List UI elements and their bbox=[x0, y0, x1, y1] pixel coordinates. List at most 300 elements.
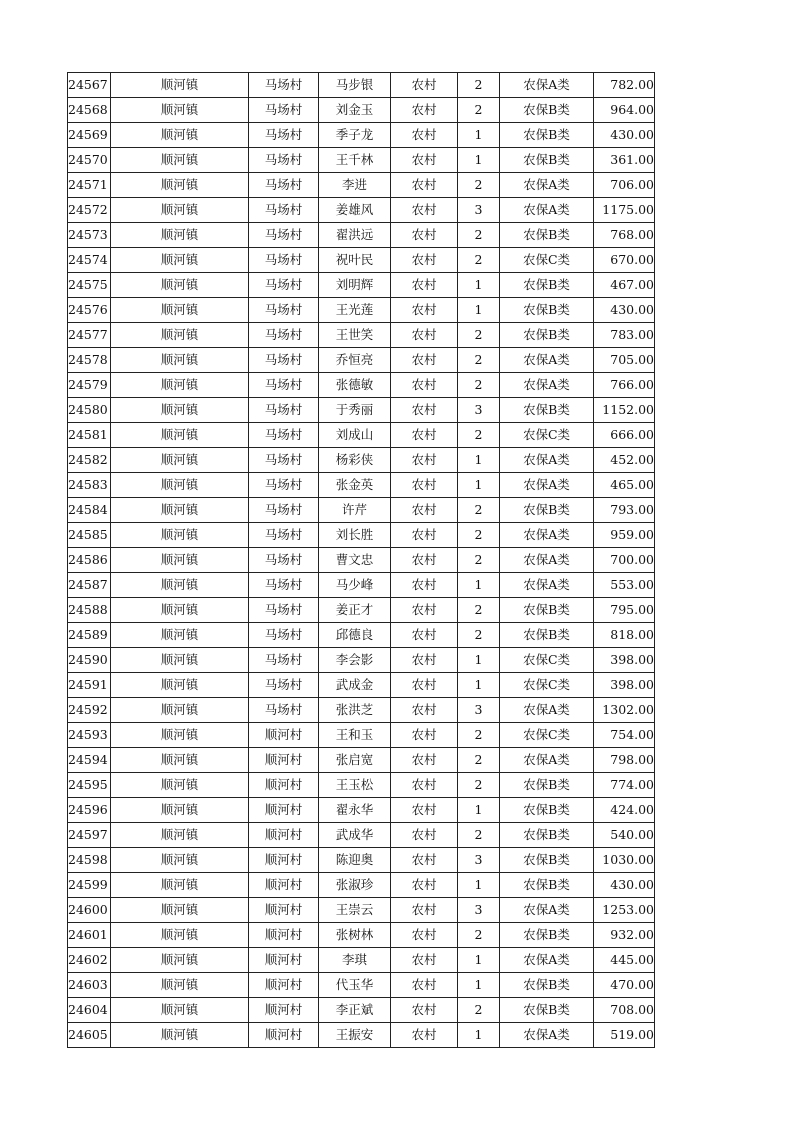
record-id: 24583 bbox=[68, 473, 111, 498]
table-row bbox=[68, 123, 655, 148]
table-row bbox=[68, 448, 655, 473]
insurance-category-cell: 农保B类 bbox=[500, 223, 594, 248]
table-row bbox=[68, 173, 655, 198]
record-id: 24594 bbox=[68, 748, 111, 773]
person-name-cell: 李会影 bbox=[319, 648, 391, 673]
amount-cell: 467.00 bbox=[594, 273, 655, 298]
household-type-cell: 农村 bbox=[391, 548, 458, 573]
village-cell: 马场村 bbox=[249, 423, 319, 448]
insurance-category-cell: 农保A类 bbox=[500, 948, 594, 973]
household-type-cell: 农村 bbox=[391, 73, 458, 98]
insurance-category-cell: 农保B类 bbox=[500, 923, 594, 948]
household-type-cell: 农村 bbox=[391, 773, 458, 798]
record-id: 24586 bbox=[68, 548, 111, 573]
person-name-cell: 张树林 bbox=[319, 923, 391, 948]
town-cell: 顺河镇 bbox=[111, 948, 249, 973]
table-row bbox=[68, 673, 655, 698]
village-cell: 顺河村 bbox=[249, 923, 319, 948]
record-id: 24581 bbox=[68, 423, 111, 448]
table-row bbox=[68, 973, 655, 998]
record-id: 24573 bbox=[68, 223, 111, 248]
insurance-category-cell: 农保B类 bbox=[500, 998, 594, 1023]
village-cell: 顺河村 bbox=[249, 873, 319, 898]
village-cell: 马场村 bbox=[249, 323, 319, 348]
people-count-cell: 2 bbox=[458, 823, 500, 848]
village-cell: 马场村 bbox=[249, 298, 319, 323]
people-count-cell: 1 bbox=[458, 973, 500, 998]
table-row bbox=[68, 373, 655, 398]
people-count-cell: 1 bbox=[458, 573, 500, 598]
household-type-cell: 农村 bbox=[391, 848, 458, 873]
amount-cell: 540.00 bbox=[594, 823, 655, 848]
record-id: 24570 bbox=[68, 148, 111, 173]
person-name-cell: 王千林 bbox=[319, 148, 391, 173]
person-name-cell: 刘成山 bbox=[319, 423, 391, 448]
amount-cell: 398.00 bbox=[594, 673, 655, 698]
town-cell: 顺河镇 bbox=[111, 673, 249, 698]
town-cell: 顺河镇 bbox=[111, 248, 249, 273]
town-cell: 顺河镇 bbox=[111, 873, 249, 898]
person-name-cell: 于秀丽 bbox=[319, 398, 391, 423]
insurance-category-cell: 农保A类 bbox=[500, 198, 594, 223]
people-count-cell: 2 bbox=[458, 773, 500, 798]
town-cell: 顺河镇 bbox=[111, 473, 249, 498]
amount-cell: 1175.00 bbox=[594, 198, 655, 223]
record-id: 24590 bbox=[68, 648, 111, 673]
insurance-category-cell: 农保A类 bbox=[500, 698, 594, 723]
table-row bbox=[68, 748, 655, 773]
household-type-cell: 农村 bbox=[391, 723, 458, 748]
town-cell: 顺河镇 bbox=[111, 498, 249, 523]
insurance-category-cell: 农保A类 bbox=[500, 898, 594, 923]
people-count-cell: 2 bbox=[458, 323, 500, 348]
person-name-cell: 刘金玉 bbox=[319, 98, 391, 123]
town-cell: 顺河镇 bbox=[111, 598, 249, 623]
insurance-category-cell: 农保B类 bbox=[500, 798, 594, 823]
insurance-category-cell: 农保B类 bbox=[500, 873, 594, 898]
people-count-cell: 2 bbox=[458, 73, 500, 98]
record-id: 24574 bbox=[68, 248, 111, 273]
people-count-cell: 3 bbox=[458, 698, 500, 723]
village-cell: 马场村 bbox=[249, 73, 319, 98]
people-count-cell: 2 bbox=[458, 373, 500, 398]
town-cell: 顺河镇 bbox=[111, 273, 249, 298]
record-id: 24591 bbox=[68, 673, 111, 698]
people-count-cell: 2 bbox=[458, 548, 500, 573]
amount-cell: 1302.00 bbox=[594, 698, 655, 723]
household-type-cell: 农村 bbox=[391, 948, 458, 973]
insurance-category-cell: 农保B类 bbox=[500, 298, 594, 323]
household-type-cell: 农村 bbox=[391, 398, 458, 423]
roster-body bbox=[68, 73, 655, 1048]
table-row bbox=[68, 223, 655, 248]
insurance-category-cell: 农保C类 bbox=[500, 248, 594, 273]
person-name-cell: 武成金 bbox=[319, 673, 391, 698]
amount-cell: 964.00 bbox=[594, 98, 655, 123]
insurance-category-cell: 农保A类 bbox=[500, 448, 594, 473]
record-id: 24600 bbox=[68, 898, 111, 923]
amount-cell: 424.00 bbox=[594, 798, 655, 823]
town-cell: 顺河镇 bbox=[111, 548, 249, 573]
village-cell: 马场村 bbox=[249, 673, 319, 698]
person-name-cell: 李正斌 bbox=[319, 998, 391, 1023]
village-cell: 顺河村 bbox=[249, 723, 319, 748]
amount-cell: 430.00 bbox=[594, 873, 655, 898]
record-id: 24604 bbox=[68, 998, 111, 1023]
record-id: 24577 bbox=[68, 323, 111, 348]
amount-cell: 470.00 bbox=[594, 973, 655, 998]
table-row bbox=[68, 923, 655, 948]
table-row bbox=[68, 98, 655, 123]
household-type-cell: 农村 bbox=[391, 423, 458, 448]
record-id: 24592 bbox=[68, 698, 111, 723]
amount-cell: 398.00 bbox=[594, 648, 655, 673]
table-row bbox=[68, 73, 655, 98]
village-cell: 马场村 bbox=[249, 373, 319, 398]
household-type-cell: 农村 bbox=[391, 198, 458, 223]
household-type-cell: 农村 bbox=[391, 898, 458, 923]
amount-cell: 1253.00 bbox=[594, 898, 655, 923]
people-count-cell: 1 bbox=[458, 873, 500, 898]
household-type-cell: 农村 bbox=[391, 673, 458, 698]
amount-cell: 793.00 bbox=[594, 498, 655, 523]
household-type-cell: 农村 bbox=[391, 573, 458, 598]
person-name-cell: 张淑珍 bbox=[319, 873, 391, 898]
amount-cell: 783.00 bbox=[594, 323, 655, 348]
household-type-cell: 农村 bbox=[391, 823, 458, 848]
village-cell: 马场村 bbox=[249, 573, 319, 598]
record-id: 24599 bbox=[68, 873, 111, 898]
amount-cell: 700.00 bbox=[594, 548, 655, 573]
table-row bbox=[68, 423, 655, 448]
people-count-cell: 3 bbox=[458, 848, 500, 873]
table-row bbox=[68, 598, 655, 623]
people-count-cell: 1 bbox=[458, 948, 500, 973]
town-cell: 顺河镇 bbox=[111, 773, 249, 798]
household-type-cell: 农村 bbox=[391, 798, 458, 823]
insurance-category-cell: 农保B类 bbox=[500, 823, 594, 848]
record-id: 24588 bbox=[68, 598, 111, 623]
town-cell: 顺河镇 bbox=[111, 623, 249, 648]
table-row bbox=[68, 698, 655, 723]
household-type-cell: 农村 bbox=[391, 923, 458, 948]
amount-cell: 452.00 bbox=[594, 448, 655, 473]
person-name-cell: 翟洪远 bbox=[319, 223, 391, 248]
village-cell: 马场村 bbox=[249, 523, 319, 548]
amount-cell: 430.00 bbox=[594, 123, 655, 148]
table-row bbox=[68, 398, 655, 423]
household-type-cell: 农村 bbox=[391, 1023, 458, 1048]
person-name-cell: 李进 bbox=[319, 173, 391, 198]
amount-cell: 782.00 bbox=[594, 73, 655, 98]
town-cell: 顺河镇 bbox=[111, 173, 249, 198]
person-name-cell: 王振安 bbox=[319, 1023, 391, 1048]
people-count-cell: 1 bbox=[458, 148, 500, 173]
person-name-cell: 姜正才 bbox=[319, 598, 391, 623]
village-cell: 马场村 bbox=[249, 473, 319, 498]
person-name-cell: 刘明辉 bbox=[319, 273, 391, 298]
household-type-cell: 农村 bbox=[391, 173, 458, 198]
town-cell: 顺河镇 bbox=[111, 848, 249, 873]
amount-cell: 430.00 bbox=[594, 298, 655, 323]
insurance-category-cell: 农保A类 bbox=[500, 573, 594, 598]
village-cell: 顺河村 bbox=[249, 823, 319, 848]
person-name-cell: 曹文忠 bbox=[319, 548, 391, 573]
village-cell: 马场村 bbox=[249, 223, 319, 248]
village-cell: 马场村 bbox=[249, 123, 319, 148]
village-cell: 马场村 bbox=[249, 248, 319, 273]
town-cell: 顺河镇 bbox=[111, 448, 249, 473]
people-count-cell: 1 bbox=[458, 473, 500, 498]
table-row bbox=[68, 798, 655, 823]
table-row bbox=[68, 623, 655, 648]
amount-cell: 798.00 bbox=[594, 748, 655, 773]
person-name-cell: 陈迎奥 bbox=[319, 848, 391, 873]
town-cell: 顺河镇 bbox=[111, 923, 249, 948]
record-id: 24580 bbox=[68, 398, 111, 423]
household-type-cell: 农村 bbox=[391, 523, 458, 548]
insurance-category-cell: 农保A类 bbox=[500, 473, 594, 498]
record-id: 24587 bbox=[68, 573, 111, 598]
person-name-cell: 代玉华 bbox=[319, 973, 391, 998]
table-row bbox=[68, 498, 655, 523]
table-row bbox=[68, 873, 655, 898]
person-name-cell: 张金英 bbox=[319, 473, 391, 498]
people-count-cell: 2 bbox=[458, 423, 500, 448]
record-id: 24598 bbox=[68, 848, 111, 873]
insurance-category-cell: 农保B类 bbox=[500, 123, 594, 148]
town-cell: 顺河镇 bbox=[111, 423, 249, 448]
person-name-cell: 马步银 bbox=[319, 73, 391, 98]
people-count-cell: 2 bbox=[458, 98, 500, 123]
amount-cell: 818.00 bbox=[594, 623, 655, 648]
person-name-cell: 李琪 bbox=[319, 948, 391, 973]
table-row bbox=[68, 898, 655, 923]
town-cell: 顺河镇 bbox=[111, 748, 249, 773]
town-cell: 顺河镇 bbox=[111, 698, 249, 723]
household-type-cell: 农村 bbox=[391, 348, 458, 373]
insurance-category-cell: 农保A类 bbox=[500, 348, 594, 373]
record-id: 24582 bbox=[68, 448, 111, 473]
record-id: 24567 bbox=[68, 73, 111, 98]
amount-cell: 666.00 bbox=[594, 423, 655, 448]
table-row bbox=[68, 473, 655, 498]
town-cell: 顺河镇 bbox=[111, 198, 249, 223]
village-cell: 顺河村 bbox=[249, 898, 319, 923]
household-type-cell: 农村 bbox=[391, 123, 458, 148]
village-cell: 马场村 bbox=[249, 173, 319, 198]
household-type-cell: 农村 bbox=[391, 498, 458, 523]
amount-cell: 959.00 bbox=[594, 523, 655, 548]
household-type-cell: 农村 bbox=[391, 273, 458, 298]
record-id: 24579 bbox=[68, 373, 111, 398]
amount-cell: 766.00 bbox=[594, 373, 655, 398]
insurance-category-cell: 农保A类 bbox=[500, 373, 594, 398]
amount-cell: 774.00 bbox=[594, 773, 655, 798]
record-id: 24597 bbox=[68, 823, 111, 848]
household-type-cell: 农村 bbox=[391, 698, 458, 723]
people-count-cell: 3 bbox=[458, 198, 500, 223]
record-id: 24568 bbox=[68, 98, 111, 123]
insurance-category-cell: 农保C类 bbox=[500, 723, 594, 748]
village-cell: 顺河村 bbox=[249, 848, 319, 873]
record-id: 24572 bbox=[68, 198, 111, 223]
insurance-category-cell: 农保C类 bbox=[500, 673, 594, 698]
insurance-category-cell: 农保B类 bbox=[500, 323, 594, 348]
amount-cell: 932.00 bbox=[594, 923, 655, 948]
village-cell: 顺河村 bbox=[249, 998, 319, 1023]
insurance-category-cell: 农保B类 bbox=[500, 623, 594, 648]
table-row bbox=[68, 1023, 655, 1048]
record-id: 24578 bbox=[68, 348, 111, 373]
insurance-category-cell: 农保B类 bbox=[500, 973, 594, 998]
amount-cell: 706.00 bbox=[594, 173, 655, 198]
household-type-cell: 农村 bbox=[391, 598, 458, 623]
record-id: 24603 bbox=[68, 973, 111, 998]
village-cell: 顺河村 bbox=[249, 748, 319, 773]
table-row bbox=[68, 848, 655, 873]
person-name-cell: 祝叶民 bbox=[319, 248, 391, 273]
town-cell: 顺河镇 bbox=[111, 373, 249, 398]
village-cell: 马场村 bbox=[249, 198, 319, 223]
person-name-cell: 邱德良 bbox=[319, 623, 391, 648]
village-cell: 顺河村 bbox=[249, 973, 319, 998]
village-cell: 马场村 bbox=[249, 698, 319, 723]
people-count-cell: 2 bbox=[458, 523, 500, 548]
table-row bbox=[68, 198, 655, 223]
person-name-cell: 武成华 bbox=[319, 823, 391, 848]
person-name-cell: 王玉松 bbox=[319, 773, 391, 798]
people-count-cell: 2 bbox=[458, 748, 500, 773]
town-cell: 顺河镇 bbox=[111, 73, 249, 98]
person-name-cell: 张启宽 bbox=[319, 748, 391, 773]
insurance-category-cell: 农保A类 bbox=[500, 523, 594, 548]
people-count-cell: 2 bbox=[458, 348, 500, 373]
household-type-cell: 农村 bbox=[391, 623, 458, 648]
table-row bbox=[68, 723, 655, 748]
table-row bbox=[68, 348, 655, 373]
person-name-cell: 姜雄风 bbox=[319, 198, 391, 223]
village-cell: 马场村 bbox=[249, 98, 319, 123]
person-name-cell: 杨彩侠 bbox=[319, 448, 391, 473]
village-cell: 马场村 bbox=[249, 623, 319, 648]
amount-cell: 445.00 bbox=[594, 948, 655, 973]
table-row bbox=[68, 323, 655, 348]
town-cell: 顺河镇 bbox=[111, 798, 249, 823]
household-type-cell: 农村 bbox=[391, 148, 458, 173]
record-id: 24602 bbox=[68, 948, 111, 973]
people-count-cell: 2 bbox=[458, 498, 500, 523]
village-cell: 马场村 bbox=[249, 498, 319, 523]
person-name-cell: 王和玉 bbox=[319, 723, 391, 748]
people-count-cell: 1 bbox=[458, 298, 500, 323]
record-id: 24571 bbox=[68, 173, 111, 198]
person-name-cell: 马少峰 bbox=[319, 573, 391, 598]
town-cell: 顺河镇 bbox=[111, 723, 249, 748]
town-cell: 顺河镇 bbox=[111, 573, 249, 598]
people-count-cell: 1 bbox=[458, 673, 500, 698]
town-cell: 顺河镇 bbox=[111, 323, 249, 348]
insurance-category-cell: 农保C类 bbox=[500, 648, 594, 673]
person-name-cell: 王崇云 bbox=[319, 898, 391, 923]
town-cell: 顺河镇 bbox=[111, 1023, 249, 1048]
record-id: 24593 bbox=[68, 723, 111, 748]
household-type-cell: 农村 bbox=[391, 873, 458, 898]
people-count-cell: 1 bbox=[458, 448, 500, 473]
household-type-cell: 农村 bbox=[391, 748, 458, 773]
table-row bbox=[68, 998, 655, 1023]
people-count-cell: 2 bbox=[458, 623, 500, 648]
table-row bbox=[68, 523, 655, 548]
insurance-category-cell: 农保A类 bbox=[500, 548, 594, 573]
insurance-category-cell: 农保B类 bbox=[500, 98, 594, 123]
household-type-cell: 农村 bbox=[391, 248, 458, 273]
household-type-cell: 农村 bbox=[391, 373, 458, 398]
table-row bbox=[68, 148, 655, 173]
person-name-cell: 张德敏 bbox=[319, 373, 391, 398]
town-cell: 顺河镇 bbox=[111, 398, 249, 423]
amount-cell: 519.00 bbox=[594, 1023, 655, 1048]
record-id: 24585 bbox=[68, 523, 111, 548]
people-count-cell: 3 bbox=[458, 398, 500, 423]
record-id: 24601 bbox=[68, 923, 111, 948]
person-name-cell: 王世笑 bbox=[319, 323, 391, 348]
insurance-category-cell: 农保A类 bbox=[500, 73, 594, 98]
amount-cell: 465.00 bbox=[594, 473, 655, 498]
people-count-cell: 1 bbox=[458, 123, 500, 148]
people-count-cell: 2 bbox=[458, 248, 500, 273]
insurance-category-cell: 农保B类 bbox=[500, 148, 594, 173]
village-cell: 马场村 bbox=[249, 448, 319, 473]
town-cell: 顺河镇 bbox=[111, 523, 249, 548]
roster-table bbox=[67, 72, 655, 1048]
insurance-category-cell: 农保A类 bbox=[500, 173, 594, 198]
person-name-cell: 翟永华 bbox=[319, 798, 391, 823]
town-cell: 顺河镇 bbox=[111, 823, 249, 848]
amount-cell: 768.00 bbox=[594, 223, 655, 248]
household-type-cell: 农村 bbox=[391, 473, 458, 498]
amount-cell: 705.00 bbox=[594, 348, 655, 373]
village-cell: 马场村 bbox=[249, 548, 319, 573]
village-cell: 顺河村 bbox=[249, 948, 319, 973]
people-count-cell: 3 bbox=[458, 898, 500, 923]
record-id: 24584 bbox=[68, 498, 111, 523]
record-id: 24595 bbox=[68, 773, 111, 798]
amount-cell: 1152.00 bbox=[594, 398, 655, 423]
amount-cell: 1030.00 bbox=[594, 848, 655, 873]
village-cell: 顺河村 bbox=[249, 798, 319, 823]
town-cell: 顺河镇 bbox=[111, 898, 249, 923]
household-type-cell: 农村 bbox=[391, 648, 458, 673]
table-row bbox=[68, 573, 655, 598]
table-row bbox=[68, 773, 655, 798]
insurance-category-cell: 农保A类 bbox=[500, 1023, 594, 1048]
insurance-category-cell: 农保B类 bbox=[500, 273, 594, 298]
household-type-cell: 农村 bbox=[391, 298, 458, 323]
people-count-cell: 2 bbox=[458, 723, 500, 748]
village-cell: 马场村 bbox=[249, 273, 319, 298]
insurance-category-cell: 农保A类 bbox=[500, 748, 594, 773]
amount-cell: 754.00 bbox=[594, 723, 655, 748]
household-type-cell: 农村 bbox=[391, 998, 458, 1023]
amount-cell: 670.00 bbox=[594, 248, 655, 273]
insurance-category-cell: 农保C类 bbox=[500, 423, 594, 448]
record-id: 24575 bbox=[68, 273, 111, 298]
people-count-cell: 2 bbox=[458, 998, 500, 1023]
person-name-cell: 刘长胜 bbox=[319, 523, 391, 548]
insurance-category-cell: 农保B类 bbox=[500, 598, 594, 623]
village-cell: 马场村 bbox=[249, 398, 319, 423]
